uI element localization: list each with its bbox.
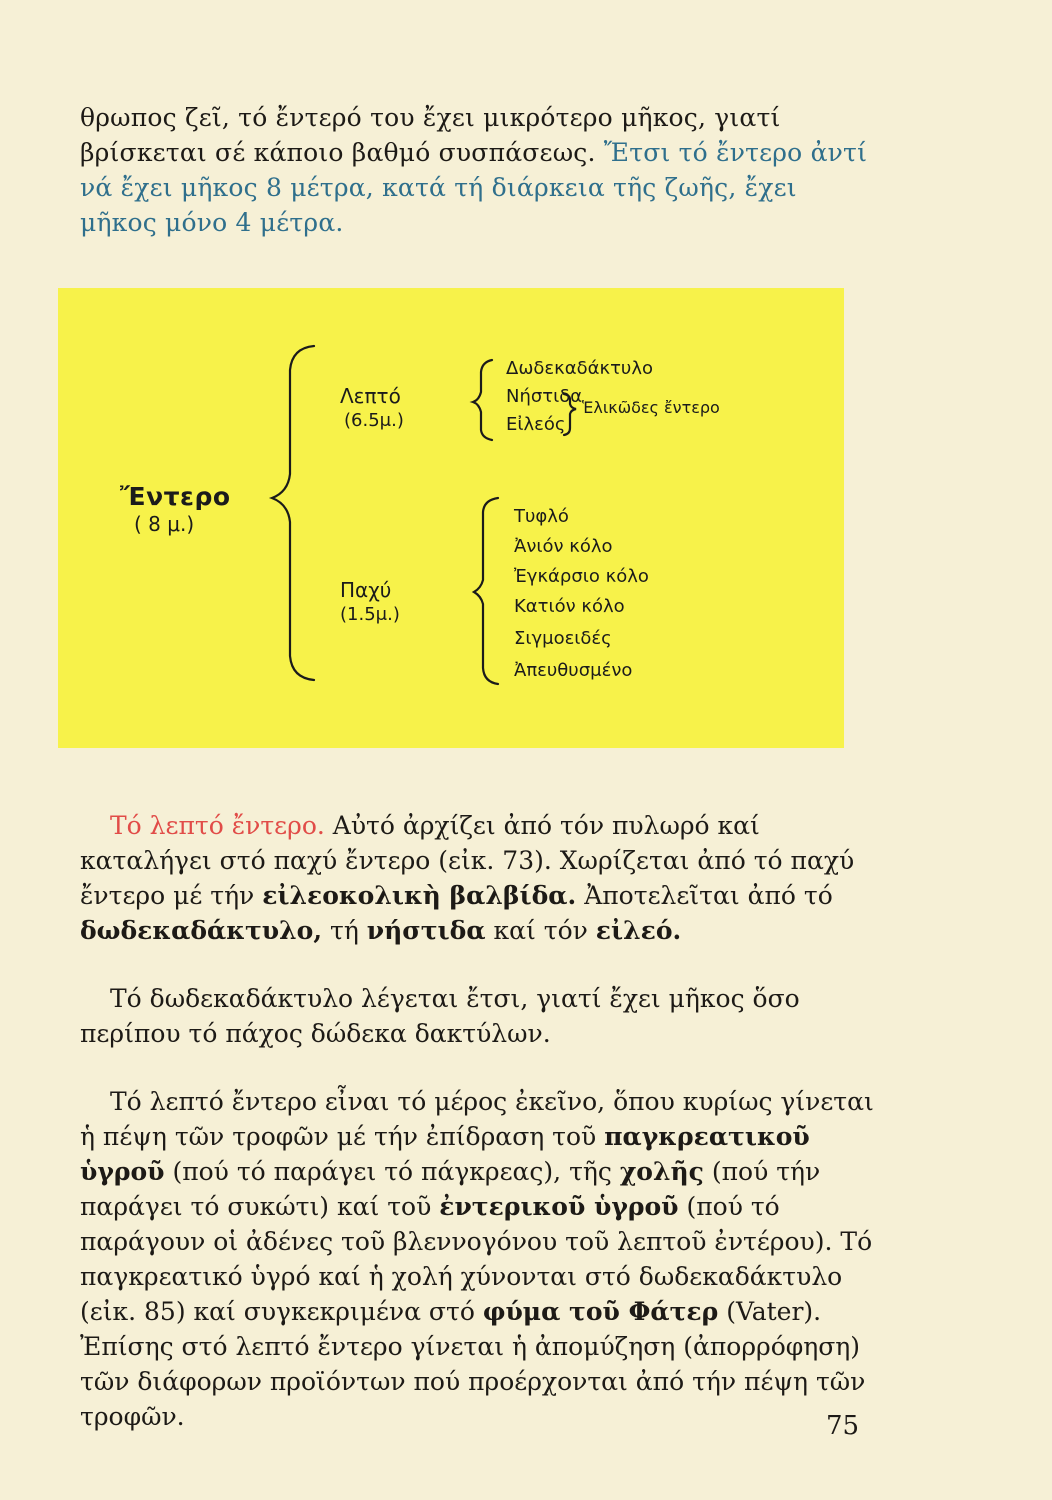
bold-term: ἐντερικοῦ ὑγροῦ: [439, 1192, 679, 1221]
root-brace: [272, 346, 314, 680]
thin-part-ileum: Εἰλεός: [506, 414, 566, 435]
thin-parts-brace: [473, 360, 492, 440]
text-run: (πού τήν παράγει τό συκώτι) καί τοῦ: [80, 1157, 821, 1221]
bold-term: νήστιδα: [366, 916, 486, 945]
bold-term: εἰλεοκολικὴ βαλβίδα.: [262, 881, 577, 910]
thin-part-duodenum: Δωδεκαδάκτυλο: [506, 358, 654, 379]
thick-part-rectum: Ἀπευθυσμένο: [514, 660, 633, 681]
root-label: Ἔντερο: [120, 482, 231, 511]
thick-label: Παχύ: [340, 578, 392, 602]
thick-length: (1.5μ.): [340, 604, 400, 625]
bold-term: φύμα τοῦ Φάτερ: [482, 1297, 719, 1326]
bold-term: δωδεκαδάκτυλο,: [80, 916, 323, 945]
thin-length: (6.5μ.): [344, 410, 404, 431]
intro-text-start: θρωπος ζεῖ, τό ἔντερό του ἔχει μικρότερο μῆκος, γιατί βρίσκεται σέ κάποιο βαθμό συσπάσεως.: [80, 103, 781, 167]
intestine-classification-diagram: [58, 288, 844, 748]
thick-part-descending-colon: Κατιόν κόλο: [514, 596, 625, 617]
paragraph-digestion: [80, 1084, 880, 1434]
thick-parts-brace: [474, 498, 498, 684]
text-run: τή: [322, 916, 367, 945]
bold-term: παγκρεατικοῦ ὑγροῦ: [80, 1122, 810, 1186]
paragraph-duodenum: Τό δωδεκαδάκτυλο λέγεται ἔτσι, γιατί ἔχει μῆκος ὅσο περίπου τό πάχος δώδεκα δακτύλων.: [80, 984, 800, 1048]
thin-part-jejunum: Νήστιδα: [506, 386, 583, 407]
section-heading: Τό λεπτό ἔντερο.: [110, 811, 325, 840]
thick-part-transverse-colon: Ἐγκάρσιο κόλο: [514, 566, 649, 587]
text-run: (πού τό παράγει τό πάγκρεας), τῆς: [164, 1157, 620, 1186]
bold-term: χολῆς: [619, 1157, 704, 1186]
thick-part-sigmoid: Σιγμοειδές: [514, 628, 612, 649]
text-run: Αὐτό ἀρχίζει ἀπό τόν πυλωρό καί καταλήγει στό παχύ ἔντερο (εἰκ. 73). Χωρίζεται ἀπό τό παχύ ἔντερο μέ τήν: [80, 811, 855, 910]
text-run: Τό λεπτό ἔντερο εἶναι τό μέρος ἐκεῖνο, ὅπου κυρίως γίνεται ἡ πέψη τῶν τροφῶν μέ τήν ἐπίδραση τοῦ: [80, 1087, 874, 1151]
text-run: (πού τό παράγουν οἱ ἀδένες τοῦ βλεννογόνου τοῦ λεπτοῦ ἐντέρου). Τό παγκρεατικό ὑγρό καί ἡ χολή χύνονται στό δωδεκαδάκτυλο (εἰκ. 85) καί συγκεκριμένα στό: [80, 1192, 873, 1326]
text-run: (Vater). Ἐπίσης στό λεπτό ἔντερο γίνεται ἡ ἀπομύζηση (ἀπορρόφηση) τῶν διάφορων προϊόντων πού προέρχονται ἀπό τήν πέψη τῶν τροφῶν.: [80, 1297, 866, 1431]
thick-part-cecum: Τυφλό: [514, 506, 569, 527]
thick-part-ascending-colon: Ἀνιόν κόλο: [514, 536, 613, 557]
paragraph-small-intestine: [80, 808, 880, 948]
thin-label: Λεπτό: [340, 384, 401, 408]
page-number: 75: [826, 1411, 860, 1441]
text-run: καί τόν: [485, 916, 596, 945]
intro-text-continued: Ἔτσι τό ἔντερο ἀντί νά ἔχει μῆκος 8 μέτρα, κατά τή διάρκεια τῆς ζωῆς, ἔχει μῆκος μόνο 4 μέτρα.: [80, 138, 868, 237]
root-length: ( 8 μ.): [134, 512, 195, 536]
helical-intestine-label: Ἑλικῶδες ἔντερο: [582, 398, 720, 417]
body-text: [80, 808, 880, 1467]
bold-term: εἰλεό.: [595, 916, 682, 945]
intro-paragraph: [80, 100, 880, 240]
text-run: Ἀποτελεῖται ἀπό τό: [576, 881, 833, 910]
